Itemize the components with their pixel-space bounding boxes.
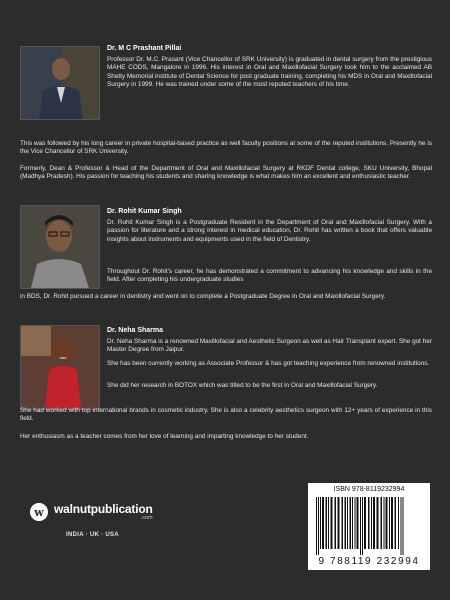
- publisher-wordmark: [54, 503, 153, 522]
- barcode-bar: [320, 497, 321, 549]
- barcode-bar: [373, 497, 375, 549]
- barcode-bar: [395, 497, 397, 549]
- publisher-name: walnutpublication: [54, 502, 153, 516]
- barcode-bar: [360, 497, 361, 555]
- profile-bio-pillai-cont-1: This was followed by his long career in private hospital-based practice as well faculty positions at some of the reputed institutions. Presently he is the Vice Chancellor of SRK University.: [20, 140, 432, 156]
- barcode-bar: [357, 497, 359, 549]
- profile-name-singh: Dr. Rohit Kumar Singh: [107, 208, 182, 215]
- profile-bio-singh-2: Throughout Dr. Rohit's career, he has demonstrated a commitment to advancing his knowledge and skills in the field. After completing his undergraduate studies: [107, 268, 432, 284]
- barcode-bar: [403, 497, 404, 555]
- publisher-logo: [30, 503, 153, 522]
- profile-bio-sharma-2: She has been currently working as Associate Professor & has got teaching experience from renowned institutions.: [107, 360, 430, 367]
- barcode-bar: [322, 497, 324, 549]
- barcode-bar: [350, 497, 352, 549]
- publisher-domain: .com: [140, 515, 153, 521]
- barcode-bar: [401, 497, 402, 555]
- publisher-regions: INDIA · UK · USA: [66, 532, 119, 538]
- profile-bio-sharma-1: Dr. Neha Sharma is a renowned Maxillofacial and Aesthetic Surgeon as well as Hair Transplant expert. She got her Master Degree from Jaipur.: [107, 338, 432, 354]
- barcode-bar: [335, 497, 337, 549]
- profile-bio-pillai-cont-2: Formerly, Dean & Professor & Head of the Department of Oral and Maxillofacial Surgery at RKDF Dental college, SKU University, Bhopal (Madhya Pradesh). His passion for teaching his students and sharing knowledge is what makes him an excellent and enthusiastic teacher.: [20, 165, 432, 181]
- profile-bio-singh-1: Dr. Rohit Kumar Singh is a Postgraduate Resident in the Department of Oral and Maxillofacial Surgery. With a passion for literature and a strong interest in medical education, Dr. Rohit has written a book that offers valuable insights about instruments and equipments used in the field of Dentistry.: [107, 219, 432, 243]
- profile-name-pillai: Dr. M C Prashant Pillai: [107, 45, 182, 52]
- portrait-photo-pillai: [20, 46, 100, 120]
- barcode-bar: [384, 497, 385, 549]
- walnut-logo-icon: w: [30, 503, 48, 521]
- barcode-bar: [386, 497, 388, 549]
- profile-bio-singh-cont: in BDS, Dr. Rohit pursued a career in dentistry and went on to complete a Postgraduate Degree in Oral and Maxillofacial Surgery.: [20, 293, 386, 300]
- barcode-bar: [389, 497, 390, 549]
- barcode-bar: [326, 497, 328, 549]
- isbn-label: ISBN 978-8119232994: [333, 486, 405, 493]
- barcode-bar: [368, 497, 370, 549]
- barcode-bar: [355, 497, 356, 549]
- portrait-pillai-image: [21, 47, 99, 119]
- barcode-bar: [398, 497, 399, 549]
- barcode-bar: [338, 497, 340, 549]
- barcode-bar: [318, 497, 319, 555]
- barcode-bar: [371, 497, 372, 549]
- barcode-bar: [352, 497, 353, 549]
- isbn-digits: 9 788119 232994: [318, 556, 420, 567]
- barcode-bar: [362, 497, 363, 555]
- profile-name-sharma: Dr. Neha Sharma: [107, 327, 164, 334]
- portrait-photo-singh: [20, 205, 100, 289]
- barcode-bar: [364, 497, 366, 549]
- profile-bio-sharma-3: She did her research in BOTOX which was titled to be the first in Oral and Maxillofacial Surgery.: [107, 382, 378, 389]
- profile-bio-sharma-cont-2: Her enthusiasm as a teacher comes from her love of learning and imparting knowledge to her student.: [20, 433, 309, 440]
- barcode-bar: [316, 497, 317, 555]
- barcode-bar: [328, 497, 329, 549]
- portrait-photo-sharma: [20, 325, 100, 410]
- barcode-bar: [377, 497, 379, 549]
- profile-bio-sharma-cont-1: She had worked with top international brands in cosmetic industry. She is also a celebrity aesthetics surgeon with 12+ years of experience in this field.: [20, 407, 432, 423]
- barcode-bar: [381, 497, 383, 549]
- portrait-singh-image: [21, 206, 99, 288]
- barcode-bar: [347, 497, 348, 549]
- profile-bio-pillai: Professor Dr. M.C. Prasant (Vice Chancellor of SRK University) is graduated in dental surgery from the prestigious MAHE CODS, Mangalore in 1996. His interest in Oral and Maxillofacial Surgery took him to the acclaimed AB Shetty Memorial institute of Dental Science for post graduate training, completing his MDS in Oral and Maxillofacial Surgery in 1999. He was trained under some of the most reputed teachers of his time.: [107, 56, 432, 89]
- barcode-bar: [342, 497, 344, 549]
- portrait-sharma-image: [21, 326, 99, 409]
- isbn-barcode: [308, 483, 430, 570]
- barcode-bars: [314, 497, 424, 555]
- barcode-bar: [345, 497, 347, 549]
- barcode-bar: [391, 497, 393, 549]
- barcode-bar: [331, 497, 333, 549]
